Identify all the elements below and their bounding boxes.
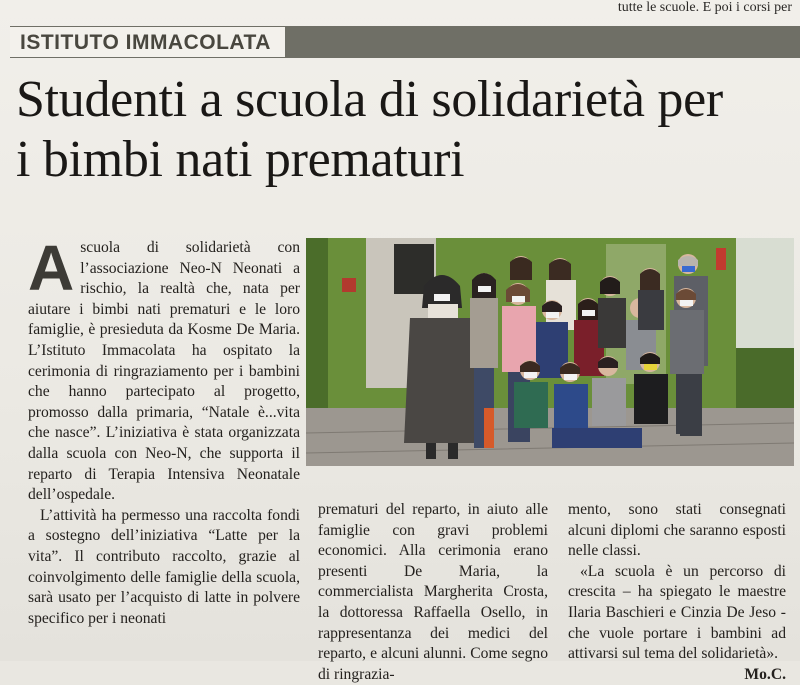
bleed-through-text: tutte le scuole. E poi i corsi per <box>617 0 792 15</box>
column-3-paragraph-2: «La scuola è un percorso di crescita – ha spiegato le maestre Ilaria Baschieri e Cinzia De Jeso - che vuole portare i bambini ad attivarsi sul tema del solidarietà». <box>568 562 786 663</box>
section-kicker-bar <box>10 26 800 58</box>
column-2-paragraph: prematuri del reparto, in aiuto alle famiglie con gravi problemi economici. Alla cerimonia erano presenti De Maria, la commercialista Margherita Crosta, la dottoressa Raffaella Osello, in rappresentanza dei medici del reparto, e alcuni alunni. Come segno di ringrazia- <box>318 501 548 683</box>
section-label: ISTITUTO IMMACOLATA <box>10 27 285 57</box>
article-column-2 <box>318 500 548 685</box>
author-signature: Mo.C. <box>744 665 786 683</box>
article-column-3 <box>568 500 786 685</box>
group-photo <box>306 238 794 466</box>
article-column-1 <box>28 232 300 629</box>
article-headline: Studenti a scuola di solidarietà per i bimbi nati prematuri <box>16 71 723 188</box>
drop-cap: A <box>28 232 75 304</box>
column-1-paragraph-1: scuola di solidarietà con l’associazione Neo-N Neonati a rischio, la realtà che, nata per aiutare i bimbi nati prematuri e le loro famiglie, è presieduta da Kosme De Maria. L’Istituto Immacolata ha ospitato la cerimonia di ringraziamento per i bambini che hanno partecipato al progetto, promosso dalla primaria, “Natale è...vita che nasce”. L’iniziativa è stata organizzata dalla scuola con Neo-N, che supporta il reparto di Terapia Intensiva Neonatale dell’ospedale. <box>28 239 300 504</box>
column-3-paragraph-1: mento, sono stati consegnati alcuni diplomi che saranno esposti nelle classi. <box>568 501 786 560</box>
column-1-paragraph-2: L’attività ha permesso una raccolta fondi a sostegno dell’iniziativa “Latte per la vita”. Il contributo raccolto, grazie al coinvolgimento delle famiglie della scuola, sarà usato per l’acquisto di latte in polvere specifico per i neonati <box>28 506 300 627</box>
group-photo-illustration <box>306 238 794 466</box>
